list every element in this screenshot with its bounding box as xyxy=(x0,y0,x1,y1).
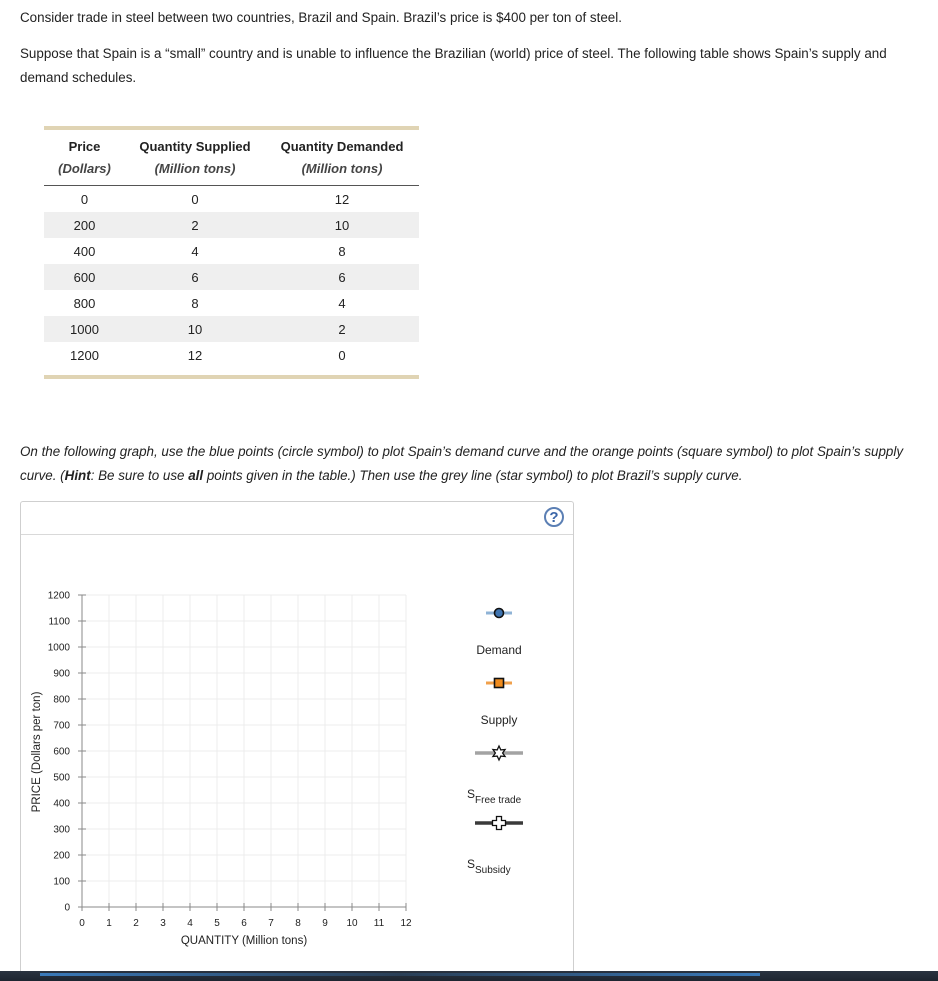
square-icon[interactable] xyxy=(495,679,504,688)
circle-icon[interactable] xyxy=(495,609,504,618)
x-tick-label: 0 xyxy=(79,918,85,929)
table-row xyxy=(44,212,419,238)
x-tick-label: 6 xyxy=(241,918,247,929)
quantity-supplied-cell: 2 xyxy=(191,217,199,233)
table-bottom-bar xyxy=(44,375,419,379)
x-tick-label: 8 xyxy=(295,918,301,929)
x-tick-label: 2 xyxy=(133,918,139,929)
header-price-title: Price xyxy=(68,138,101,154)
taskbar xyxy=(0,971,938,981)
help-button[interactable]: ? xyxy=(544,507,564,527)
quantity-demanded-cell: 2 xyxy=(338,321,346,337)
quantity-demanded-cell: 4 xyxy=(338,295,346,311)
price-cell: 1000 xyxy=(70,321,99,337)
intro-line-1: Consider trade in steel between two countries, Brazil and Spain. Brazil’s price is $400 per ton of steel. xyxy=(20,10,622,25)
price-cell: 1200 xyxy=(70,347,99,363)
price-cell: 0 xyxy=(80,191,89,207)
x-tick-label: 9 xyxy=(322,918,328,929)
graph-svg xyxy=(21,502,573,981)
price-cell: 400 xyxy=(73,243,96,259)
header-demanded-title: Quantity Demanded xyxy=(280,138,404,154)
header-quantity-demanded xyxy=(265,130,419,185)
table-row xyxy=(44,290,419,316)
x-tick-label: 3 xyxy=(160,918,166,929)
plus-icon[interactable] xyxy=(493,817,506,830)
star-icon[interactable] xyxy=(493,746,505,760)
table-row xyxy=(44,316,419,342)
legend-label-demand: Demand xyxy=(476,643,522,657)
instructions-emphasis: all xyxy=(188,468,204,483)
x-axis-title: QUANTITY (Million tons) xyxy=(180,935,308,947)
x-tick-label: 1 xyxy=(106,918,112,929)
legend-label-subscript: Subsidy xyxy=(475,865,511,876)
legend-label-s-subsidy xyxy=(467,857,511,876)
instructions-part-1: On the following graph, use the blue points (circle symbol) to plot Spain’s demand curve and the orange points (square symbol) to plot Spain’s supply curve. ( xyxy=(20,444,904,483)
y-tick-label: 1100 xyxy=(48,616,70,628)
y-tick-label: 300 xyxy=(53,824,70,836)
quantity-supplied-cell: 0 xyxy=(191,191,199,207)
quantity-demanded-cell: 12 xyxy=(334,191,350,207)
table-row xyxy=(44,264,419,290)
y-tick-label: 400 xyxy=(53,798,70,810)
legend-label-subscript: Free trade xyxy=(475,795,522,806)
header-supplied-unit: (Million tons) xyxy=(154,160,236,176)
intro-line-2: Suppose that Spain is a “small” country and is unable to influence the Brazilian (world) price of steel. The following table shows Spain’s supply and demand schedules. xyxy=(20,46,887,85)
quantity-demanded-cell: 0 xyxy=(338,347,346,363)
quantity-supplied-cell: 8 xyxy=(191,295,199,311)
x-tick-label: 7 xyxy=(268,918,274,929)
table-row xyxy=(44,186,419,212)
y-tick-label: 500 xyxy=(53,772,70,784)
y-tick-label: 700 xyxy=(53,720,70,732)
instructions-part-2: : Be sure to use xyxy=(90,468,189,483)
y-tick-label: 900 xyxy=(53,668,70,680)
header-price xyxy=(44,130,125,185)
x-tick-label: 10 xyxy=(346,918,358,929)
legend-label-main: S xyxy=(467,787,476,801)
supply-demand-table xyxy=(44,126,419,379)
quantity-supplied-cell: 10 xyxy=(187,321,203,337)
price-cell: 800 xyxy=(73,295,96,311)
instructions-part-3: points given in the table.) Then use the grey line (star symbol) to plot Brazil’s supply curve. xyxy=(203,468,743,483)
graph-instructions xyxy=(20,440,935,488)
x-tick-label: 11 xyxy=(373,918,385,929)
y-tick-label: 0 xyxy=(64,902,70,914)
y-tick-label: 1000 xyxy=(47,642,70,654)
graph-panel xyxy=(20,501,574,981)
x-tick-label: 12 xyxy=(400,918,412,929)
header-demanded-unit: (Million tons) xyxy=(301,160,383,176)
header-quantity-supplied xyxy=(125,130,265,185)
table-row xyxy=(44,238,419,264)
y-tick-label: 100 xyxy=(53,876,70,888)
table-row xyxy=(44,342,419,368)
y-tick-label: 1200 xyxy=(47,590,70,602)
taskbar-accent xyxy=(40,973,760,976)
price-cell: 200 xyxy=(73,217,96,233)
quantity-supplied-cell: 12 xyxy=(187,347,203,363)
quantity-supplied-cell: 6 xyxy=(191,269,199,285)
header-price-unit: (Dollars) xyxy=(58,160,111,176)
price-cell: 600 xyxy=(73,269,96,285)
x-tick-label: 4 xyxy=(187,918,193,929)
y-tick-label: 600 xyxy=(53,746,70,758)
instructions-hint-label: Hint xyxy=(64,468,91,483)
table-header xyxy=(44,130,419,186)
quantity-demanded-cell: 6 xyxy=(338,269,346,285)
x-tick-label: 5 xyxy=(214,918,220,929)
y-tick-label: 800 xyxy=(53,694,70,706)
legend-label-s-free-trade xyxy=(467,787,522,806)
quantity-demanded-cell: 10 xyxy=(334,217,350,233)
table-body xyxy=(44,186,419,368)
y-tick-label: 200 xyxy=(53,850,70,862)
y-axis-title: PRICE (Dollars per ton) xyxy=(31,691,43,813)
header-supplied-title: Quantity Supplied xyxy=(139,138,251,154)
legend-label-main: S xyxy=(467,857,476,871)
quantity-supplied-cell: 4 xyxy=(191,243,199,259)
legend-label-supply: Supply xyxy=(480,713,518,727)
quantity-demanded-cell: 8 xyxy=(338,243,346,259)
